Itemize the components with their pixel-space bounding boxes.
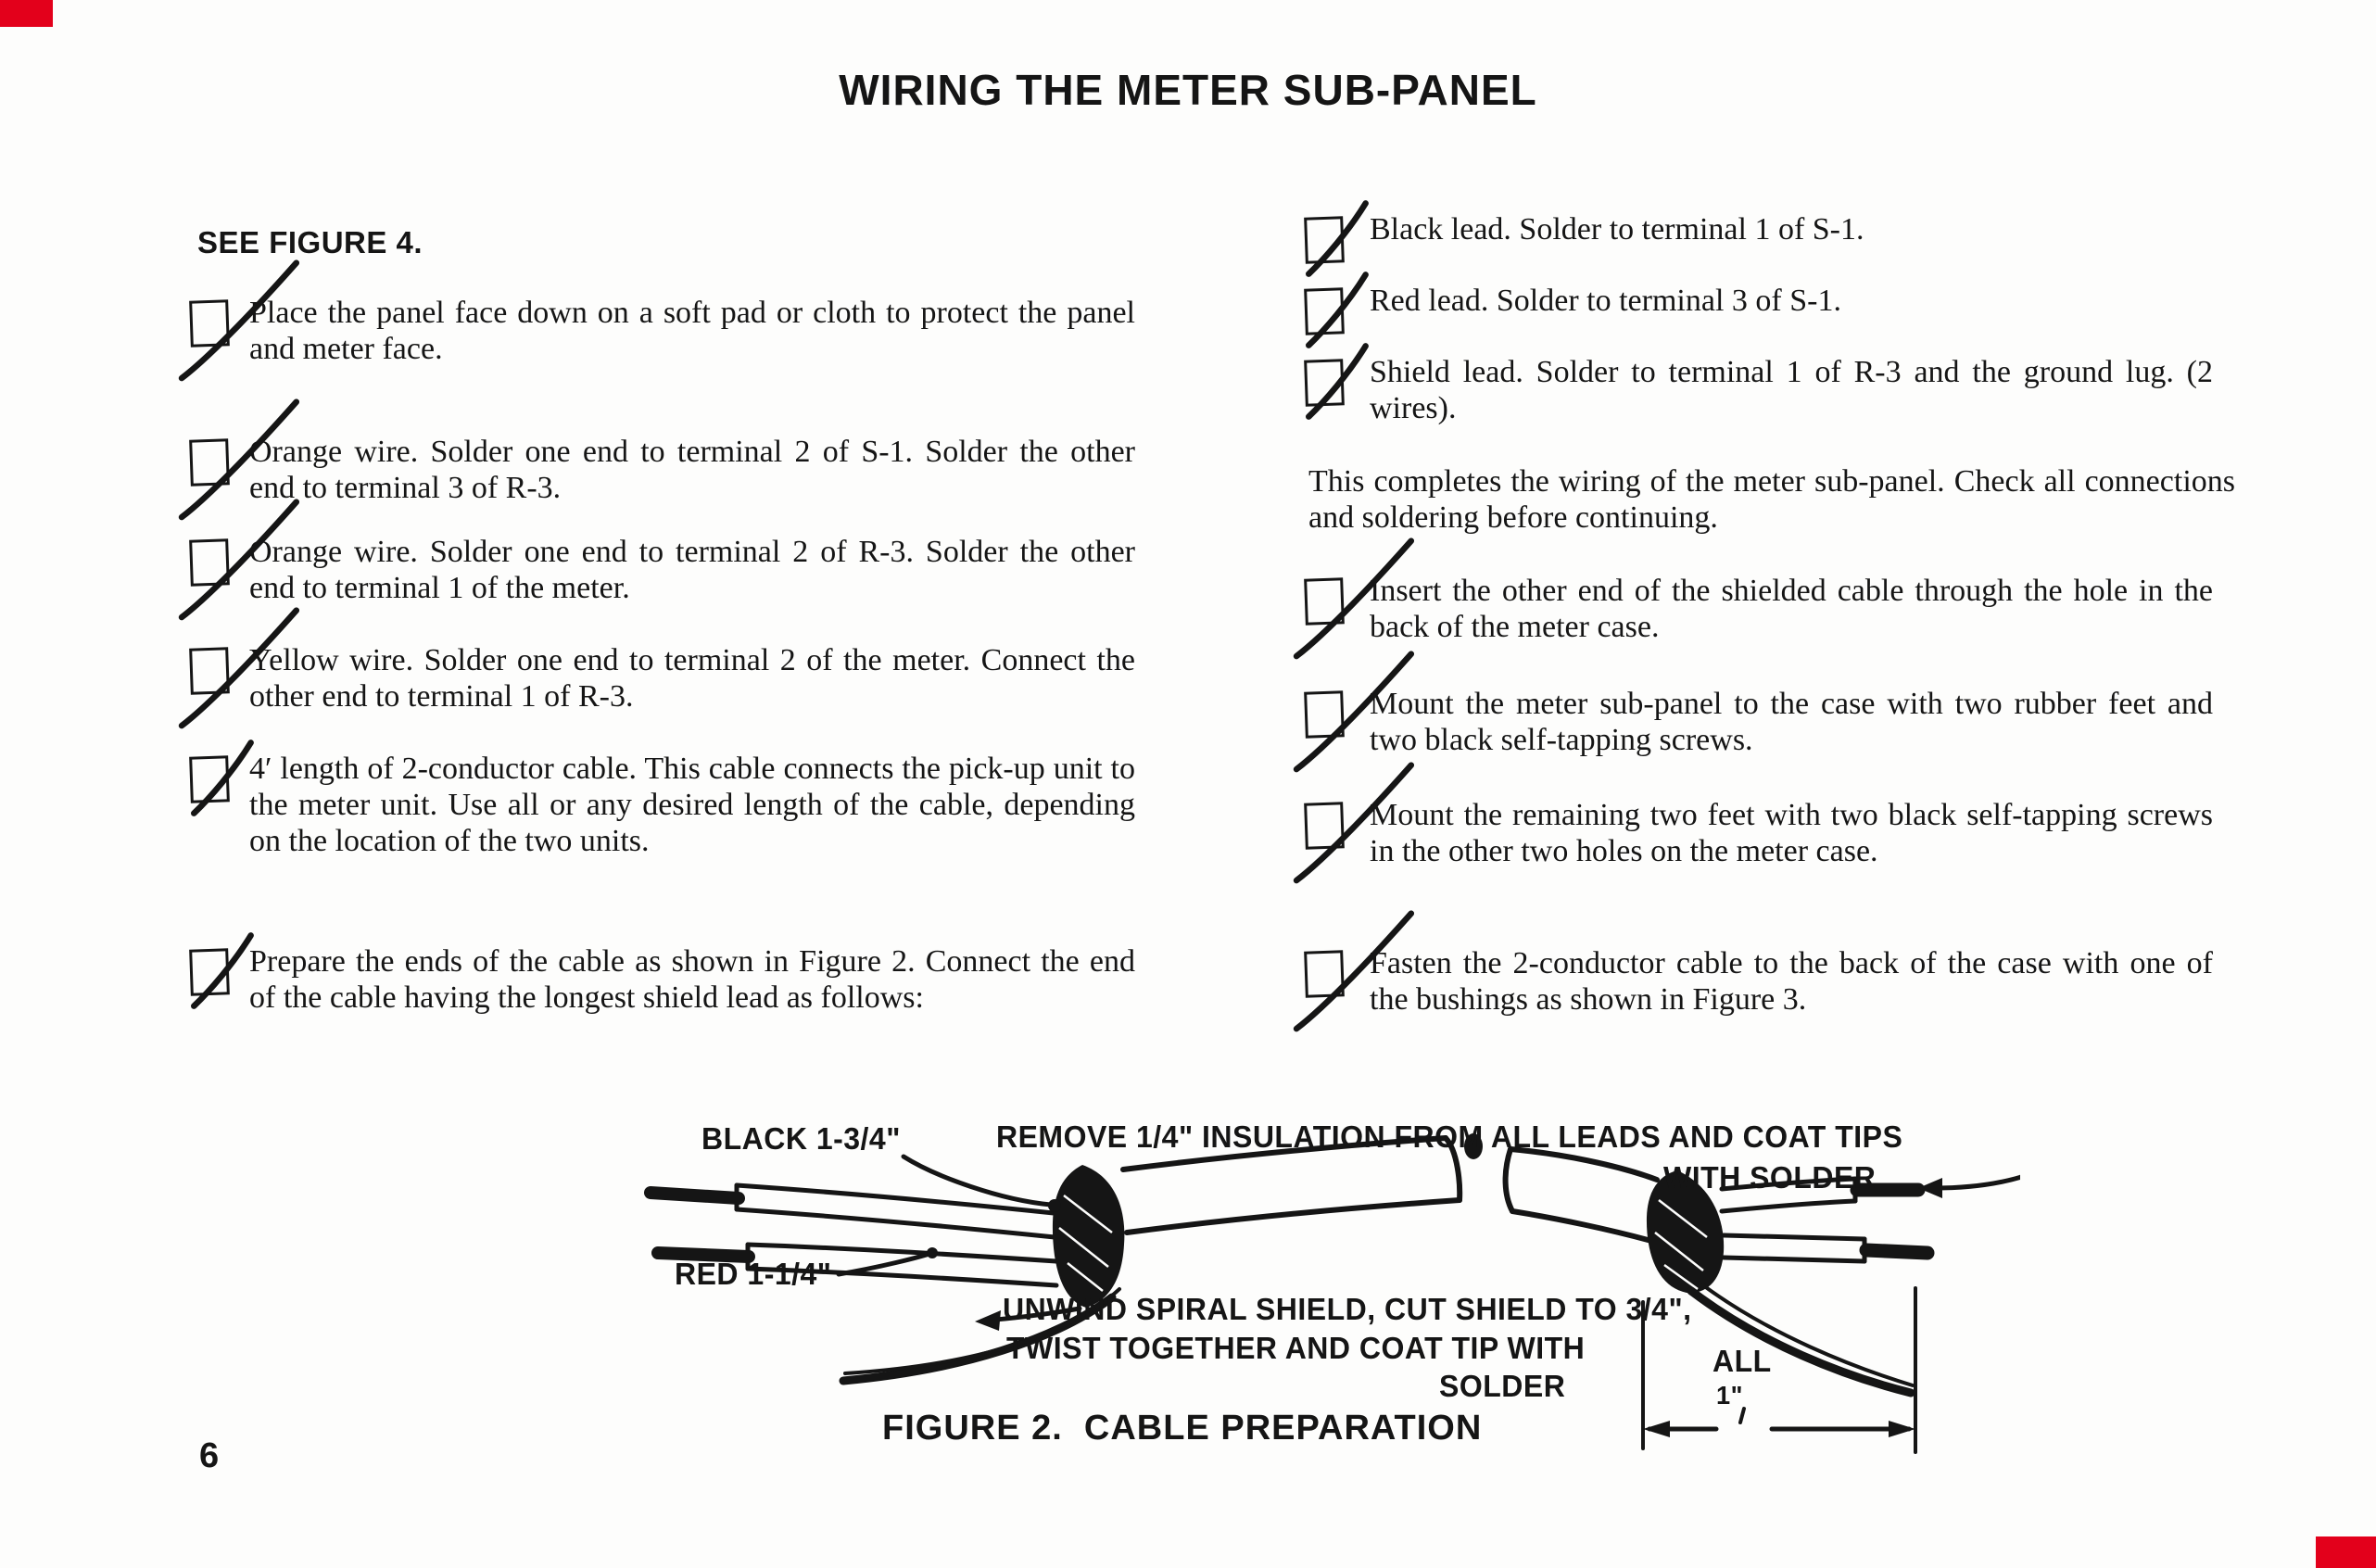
checkbox [189, 438, 230, 486]
checkbox [1304, 950, 1345, 997]
checklist-item-text: Yellow wire. Solder one end to terminal 2 of the meter. Connect the other end to terminal 1 of R-3. [249, 643, 1135, 714]
checklist-item-text: Orange wire. Solder one end to terminal 2 of S-1. Solder the other end to terminal 3 of R-3. [249, 435, 1135, 505]
checklist-item-text: Red lead. Solder to terminal 3 of S-1. [1370, 284, 1841, 318]
checkbox [189, 948, 230, 995]
checklist-item [1305, 573, 2213, 645]
checklist-item [1305, 354, 2213, 426]
check-mark-icon [1298, 336, 1375, 424]
check-mark-icon [1298, 194, 1375, 282]
checklist-item [1305, 211, 2213, 247]
checklist-item-text: Fasten the 2-conductor cable to the back of the case with one of the bushings as shown in Figure 3. [1370, 946, 2213, 1017]
checkbox [1304, 216, 1345, 263]
leader-black-label [904, 1157, 1051, 1205]
checklist-item [1305, 945, 2213, 1018]
checkbox [189, 755, 230, 803]
checklist-item [190, 295, 1135, 367]
checklist-item-text: Mount the meter sub-panel to the case with two rubber feet and two black self-tapping screws. [1370, 687, 2213, 757]
figure-label-unwind-line3: SOLDER [1439, 1369, 1566, 1403]
checklist-item-text: Place the panel face down on a soft pad or cloth to protect the panel and meter face. [249, 296, 1135, 366]
leader-red-label [839, 1254, 929, 1274]
checkbox [1304, 287, 1345, 335]
checklist-item-text: Insert the other end of the shielded cable through the hole in the back of the meter case. [1370, 574, 2213, 644]
figure-label-black-lead: BLACK 1-3/4" [701, 1121, 901, 1156]
figure-caption: FIGURE 2. CABLE PREPARATION [882, 1409, 1483, 1448]
checklist-item-text: Black lead. Solder to terminal 1 of S-1. [1370, 212, 1864, 247]
checklist-item [190, 434, 1135, 506]
checklist-item [190, 943, 1135, 1016]
red-corner-mark-top-left [0, 0, 53, 27]
figure-label-unwind-line2: TWIST TOGETHER AND COAT TIP WITH [1006, 1331, 1586, 1365]
red-corner-mark-bottom-right [2316, 1536, 2376, 1568]
body-paragraph: This completes the wiring of the meter sub-panel. Check all connections and soldering before continuing. [1308, 464, 2235, 535]
figure-label-red-lead: RED 1-1/4" [675, 1257, 832, 1291]
checklist-item-text: Orange wire. Solder one end to terminal 2 of R-3. Solder the other end to terminal 1 of the meter. [249, 535, 1135, 605]
figure-label-remove-insulation: REMOVE 1/4" INSULATION FROM ALL LEADS AND COAT TIPS [996, 1119, 1903, 1154]
figure-label-unwind-line1: UNWIND SPIRAL SHIELD, CUT SHIELD TO 3/4", [1003, 1292, 1692, 1326]
checklist-item-text: 4′ length of 2-conductor cable. This cable connects the pick-up unit to the meter unit. Use all or any desired length of the cable, depending on the location of the two units. [249, 752, 1135, 858]
checkbox [1304, 359, 1345, 406]
figure-label-dim-all: ALL [1712, 1344, 1772, 1378]
see-figure-heading: SEE FIGURE 4. [197, 225, 423, 259]
checklist-item-text: Mount the remaining two feet with two black self-tapping screws in the other two holes on the meter case. [1370, 798, 2213, 868]
spiral-wrap-left [1053, 1165, 1124, 1308]
checklist-item [190, 642, 1135, 714]
checklist-item [1305, 283, 2213, 319]
checkbox [1304, 577, 1345, 625]
bare-tip-left-1 [651, 1193, 739, 1198]
check-mark-icon [1298, 265, 1375, 353]
solder-tip-right-2 [1866, 1250, 1927, 1253]
checkbox [189, 647, 230, 694]
checklist-item-text: Prepare the ends of the cable as shown in Figure 2. Connect the end of the cable having the longest shield lead as follows: [249, 944, 1135, 1015]
checkbox [1304, 690, 1345, 738]
dimension-arrow-right [1889, 1421, 1915, 1437]
figure-label-dim-one-inch: 1" [1716, 1381, 1743, 1410]
checkbox [1304, 802, 1345, 849]
figure-label-with-solder: WITH SOLDER [1663, 1160, 1877, 1195]
checklist-item [190, 751, 1135, 859]
page-number: 6 [199, 1436, 220, 1475]
checkbox [189, 538, 230, 586]
checklist-item [1305, 686, 2213, 758]
checklist-item [190, 534, 1135, 606]
checklist-item-text: Shield lead. Solder to terminal 1 of R-3 and the ground lug. (2 wires). [1370, 355, 2213, 425]
page-title: WIRING THE METER SUB-PANEL [839, 66, 1537, 114]
dimension-arrow-left [1643, 1421, 1670, 1437]
checkbox [189, 299, 230, 347]
checklist-item [1305, 797, 2213, 869]
